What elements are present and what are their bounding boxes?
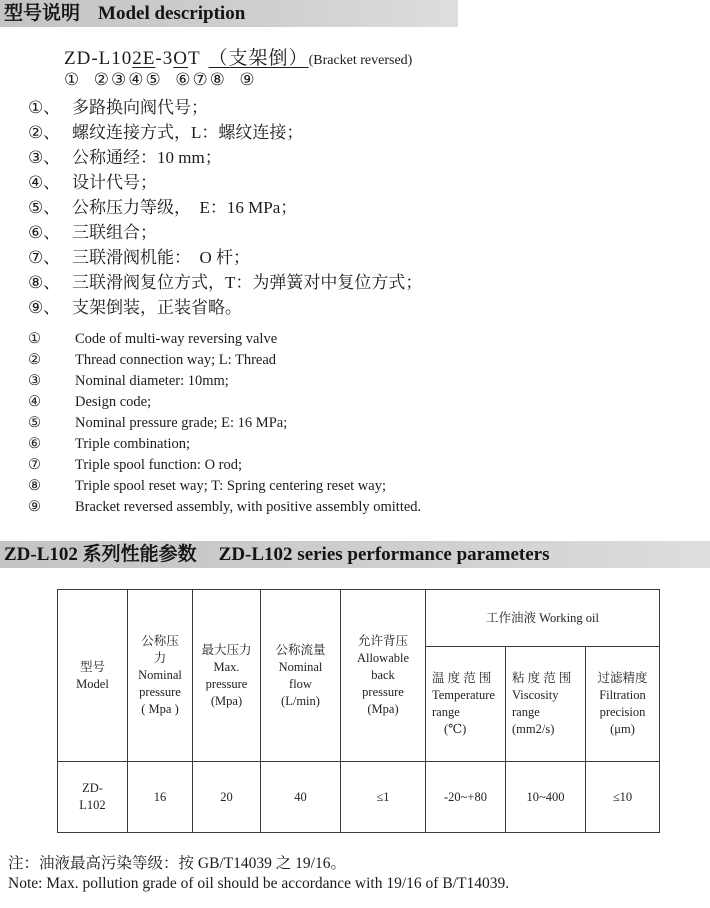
cn-item-2: ②、 螺纹连接方式，L：螺纹连接；: [28, 123, 304, 142]
en-item-7: ⑦ Triple spool function: O rod;: [28, 457, 243, 473]
en-item-4: ④ Design code;: [28, 394, 152, 410]
section2-title: [4, 541, 549, 568]
model-code-t: T: [187, 48, 201, 69]
section-header-performance-parameters: [0, 541, 710, 568]
section-header-model-description: [0, 0, 458, 27]
header-viscosity: 粘 度 范 围 Viscosity range (mm2/s): [506, 647, 586, 762]
section-title: [4, 0, 245, 27]
en-item-3: ③ Nominal diameter: 10mm;: [28, 373, 229, 389]
model-code-line: [64, 43, 412, 70]
model-code-e: E: [142, 48, 156, 69]
model-code-prefix: ZD-L10: [64, 48, 133, 69]
header-nominal-pressure: 公称压 力 Nominal pressure ( Mpa ): [128, 590, 193, 762]
footnote-cn: 注：油液最高污染等级：按 GB/T14039 之 19/16。: [8, 855, 346, 872]
performance-table: [57, 589, 660, 833]
cell-nominal-flow: 40: [261, 762, 341, 833]
model-code-2: 2: [132, 48, 143, 69]
cn-item-7: ⑦、 三联滑阀机能： O 杆；: [28, 248, 251, 267]
cell-model: ZD- L102: [58, 762, 128, 833]
cell-temperature: -20~+80: [426, 762, 506, 833]
cell-back-pressure: ≤1: [341, 762, 426, 833]
table-row: [58, 762, 660, 833]
footnote-en: Note: Max. pollution grade of oil should be accordance with 19/16 of B/T14039.: [8, 875, 510, 892]
header-temperature: 温 度 范 围 Temperature range (℃): [426, 647, 506, 762]
en-item-1: ① Code of multi-way reversing valve: [28, 331, 278, 347]
cn-item-6: ⑥、 三联组合；: [28, 223, 157, 242]
table-header-row: [58, 590, 660, 647]
model-code-o: O: [173, 48, 188, 69]
header-working-oil: 工作油液 Working oil: [426, 590, 660, 647]
cell-nominal-pressure: 16: [128, 762, 193, 833]
header-model: 型号 Model: [58, 590, 128, 762]
cn-item-5: ⑤、 公称压力等级， E：16 MPa；: [28, 198, 298, 217]
en-description-list: [28, 329, 421, 518]
cn-description-list: [28, 95, 422, 320]
en-item-8: ⑧ Triple spool reset way; T: Spring centering reset way;: [28, 478, 386, 494]
cn-item-8: ⑧、 三联滑阀复位方式，T：为弹簧对中复位方式；: [28, 273, 423, 292]
en-item-9: ⑨ Bracket reversed assembly, with positive assembly omitted.: [28, 499, 422, 515]
model-code-bracket-en: (Bracket reversed): [308, 53, 413, 68]
header-max-pressure: 最大压力 Max. pressure (Mpa): [193, 590, 261, 762]
section2-title-cn: ZD-L102 系列性能参数: [4, 544, 197, 565]
cn-item-4: ④、 设计代号；: [28, 173, 157, 192]
header-nominal-flow: 公称流量 Nominal flow (L/min): [261, 590, 341, 762]
section2-title-en: ZD-L102 series performance parameters: [218, 544, 550, 565]
cn-item-1: ①、 多路换向阀代号；: [28, 98, 208, 117]
cn-item-3: ③、 公称通经：10 mm；: [28, 148, 222, 167]
cn-item-9: ⑨、 支架倒装，正装省略。: [28, 298, 242, 317]
en-item-2: ② Thread connection way; L: Thread: [28, 352, 277, 368]
header-back-pressure: 允许背压 Allowable back pressure (Mpa): [341, 590, 426, 762]
model-code-bracket-cn: （支架倒）: [208, 48, 309, 69]
en-item-5: ⑤ Nominal pressure grade; E: 16 MPa;: [28, 415, 288, 431]
section-title-en: Model description: [98, 3, 246, 24]
cell-max-pressure: 20: [193, 762, 261, 833]
cell-viscosity: 10~400: [506, 762, 586, 833]
section-title-cn: 型号说明: [4, 3, 81, 24]
model-code-position-numbers: ① ②③④⑤ ⑥⑦⑧ ⑨: [64, 70, 257, 89]
model-code-dash3: -3: [155, 48, 174, 69]
header-filtration: 过滤精度 Filtration precision (μm): [586, 647, 660, 762]
cell-filtration: ≤10: [586, 762, 660, 833]
en-item-6: ⑥ Triple combination;: [28, 436, 191, 452]
